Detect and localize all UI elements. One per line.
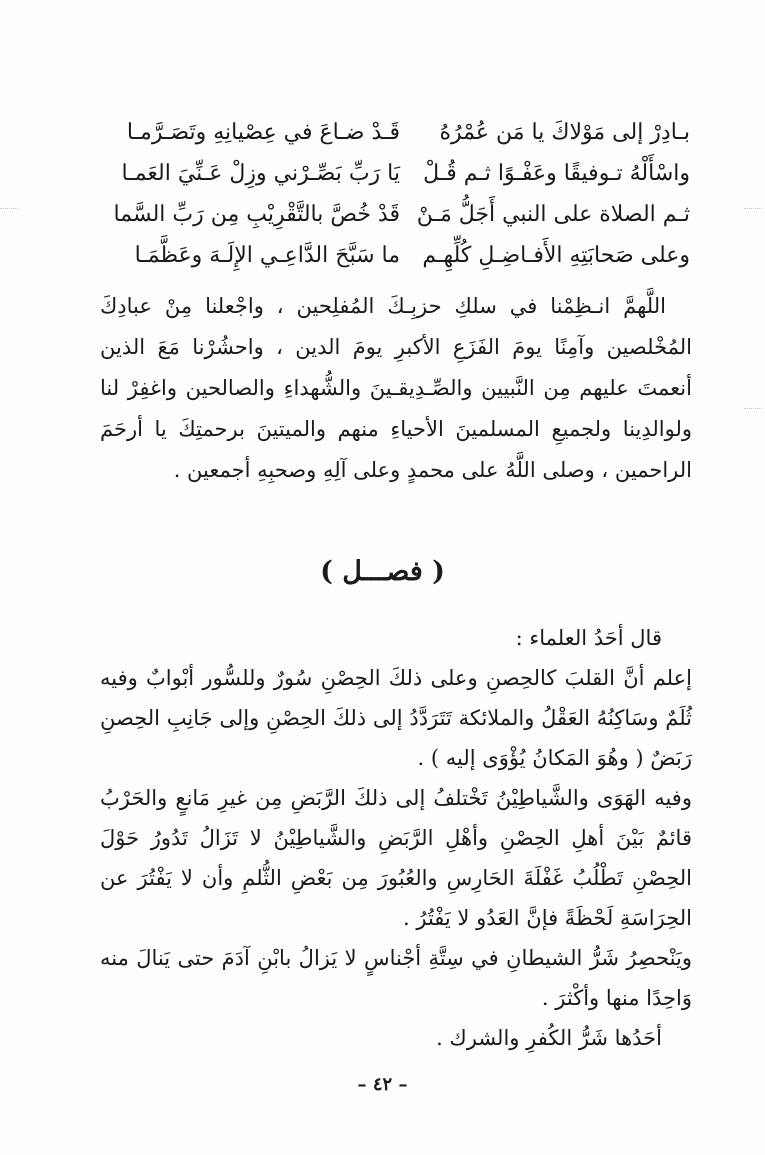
poem-verse — [100, 235, 690, 276]
body-intro: قال أحَدُ العلماء : — [515, 626, 662, 650]
section-title: ( فصـــل ) — [320, 556, 445, 587]
margin-mark — [744, 208, 762, 209]
poem-first-hemistich: وعلى صَحابَتِهِ الأَفـاضِـلِ كُلِّهِـم — [422, 243, 690, 268]
poem-second-hemistich: ما سَبَّحَ الدَّاعِـي الإِلَـهَ وعَظَّمَـا — [134, 243, 400, 268]
closing-prayer — [100, 286, 692, 491]
poem-second-hemistich: قَـدْ ضـاعَ في عِصْيانِهِ وتَصَـرَّمـا — [126, 120, 400, 145]
section-body — [100, 618, 692, 1058]
poem-first-hemistich: بـادِرْ إلى مَوْلاكَ يا مَن عُمْرُهُ — [439, 120, 690, 145]
poem-first-hemistich: ثـم الصلاة على النبي أَجَلُّ مَـنْ — [416, 202, 690, 227]
poem — [100, 112, 690, 276]
prayer-paragraph: اللَّهمَّ انـظِمْنا في سلكِ حزبِـكَ المُفلِحين ، واجْعلنا مِنْ عبادِكَ المُخْلصين وآمِنًا يومَ الفَزَعِ الأكبرِ يومَ الدين ، واحشُرْنا مَعَ الذين أنعمتَ عليهم مِن النَّبيين والصِّـدِيقـينَ والشُّهداءِ والصالحين واغفِرْ لنا ولوالدِينا ولجميعِ المسلمينَ الأحياءِ منهم والميتينَ برحمتِكَ يا أرحَمَ الراحمين ، وصلى اللَّهُ على محمدٍ وعلى آلِهِ وصحبِهِ أجمعين . — [100, 294, 692, 482]
poem-verse — [100, 194, 690, 235]
poem-second-hemistich: يَا رَبِّ بَصِّـرْني وزِلْ عَـنِّيَ العَمـا — [121, 161, 400, 186]
margin-mark — [0, 208, 18, 209]
body-paragraph: ويَنْحصِرُ شَرُّ الشيطانِ في سِتَّةِ أجْناسٍ لا يَزالُ بابْنِ آدَمَ حتى يَنالَ منه وَاحِدًا منها وأكْثرَ . — [100, 946, 692, 1010]
body-paragraph: وفيه الهَوَى والشَّياطِيْنُ تَخْتلفُ إلى ذلكَ الرَّبَضِ مِن غيرِ مَانعٍ والحَرْبُ قائمٌ بَيْنَ أهلِ الحِصْنِ وأهْلِ الرَّبَضِ والشَّياطِيْنُ لا تَزَالُ تَدُورُ حَوْلَ الحِصْنِ تَطْلُبُ غَفْلَةَ الحَارِسِ والعُبُورَ مِن بَعْضِ الثُّلمِ وأن لا يَفْتُرَ عن الحِرَاسَةِ لَحْظَةً فإنَّ العَدُو لا يَفْتُرُ . — [100, 786, 692, 930]
body-paragraph: أحَدُها شَرُّ الكُفرِ والشرك . — [436, 1026, 662, 1050]
page-number: – ٤٢ – — [357, 1074, 408, 1095]
body-paragraph: إعلم أنَّ القلبَ كالحِصنِ وعلى ذلكَ الحِصْنِ سُورٌ وللسُّور أبْوابٌ وفيه ثُلَمٌ وسَاكِنُهُ العَقْلُ والملائكة تَتَرَدَّدُ إلى ذلكَ الحِصْنِ وإلى جَانِبِ الحِصنِ رَبَضٌ ( وهُوَ المَكانُ يُؤْوَى إليه ) . — [100, 666, 692, 770]
margin-mark — [744, 408, 762, 409]
poem-verse — [100, 112, 690, 153]
poem-verse — [100, 153, 690, 194]
poem-first-hemistich: واسْأَلْهُ تـوفيقًا وعَفْـوًا ثـم قُـلْ — [423, 161, 690, 186]
poem-second-hemistich: قَدْ خُصَّ بالتَّقْرِيْبِ مِن رَبِّ السَّما — [113, 202, 400, 227]
